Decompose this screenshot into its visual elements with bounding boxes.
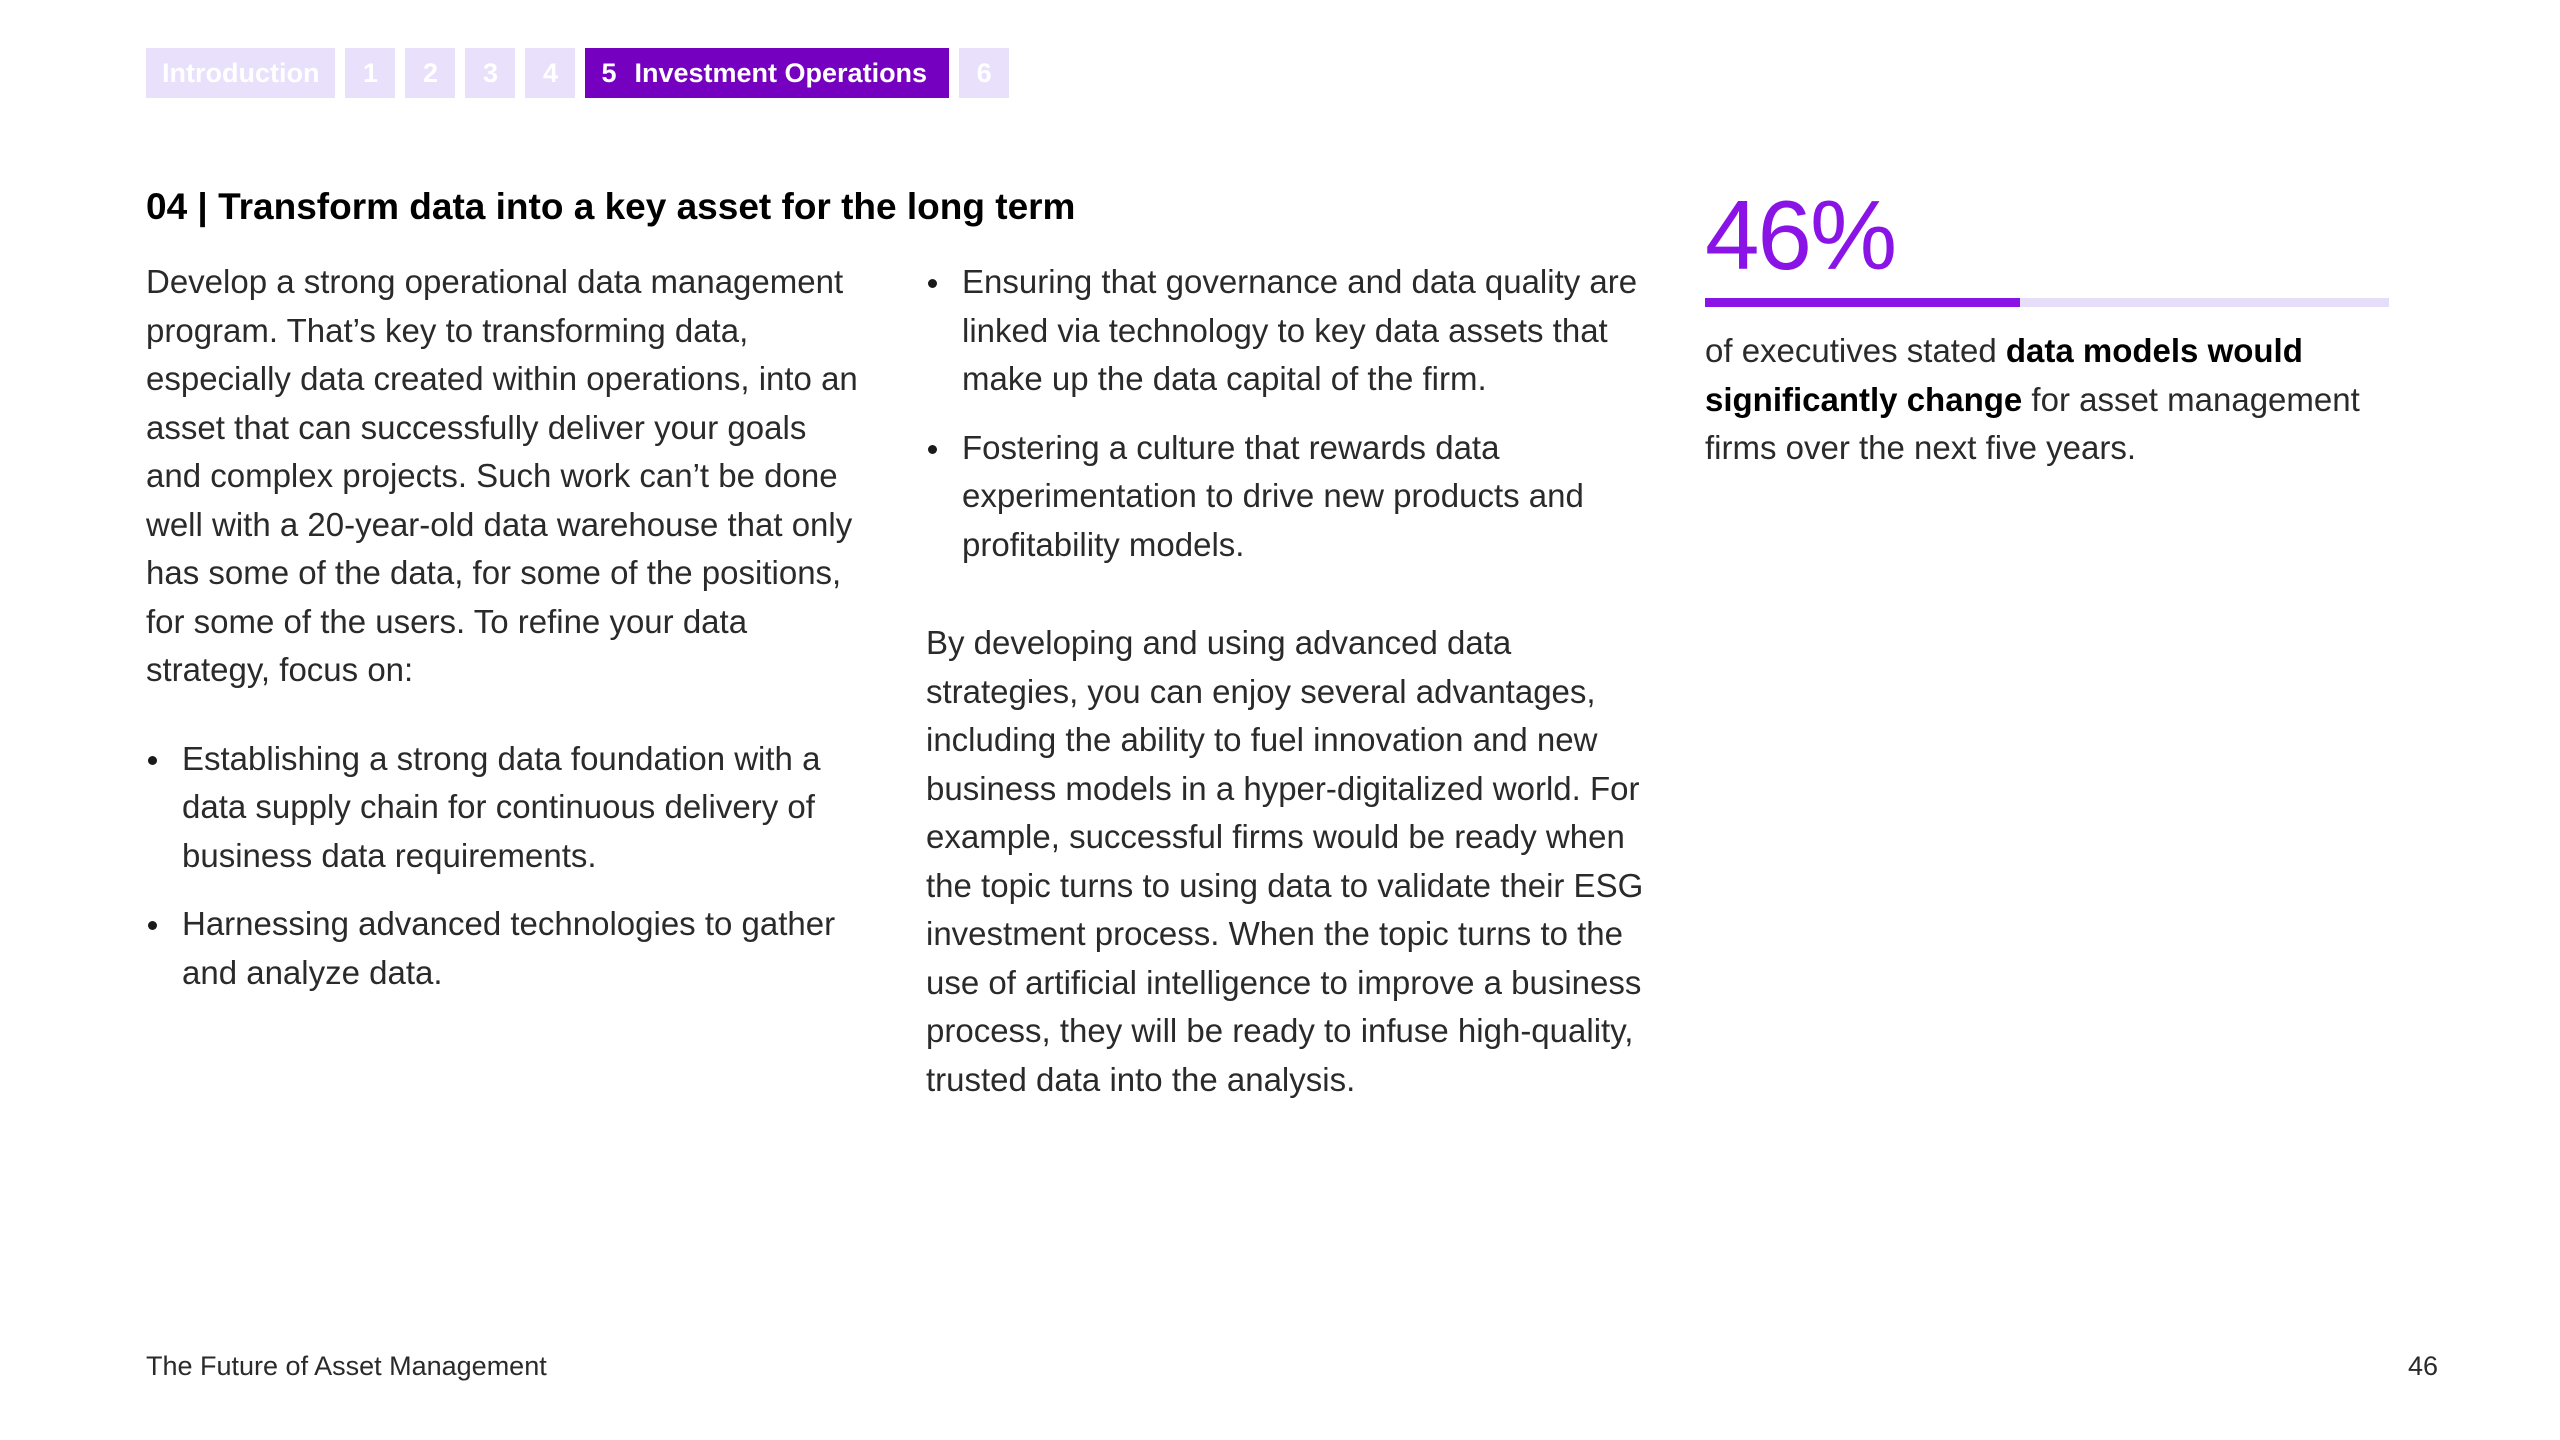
tab-2[interactable]: 2 (405, 48, 455, 98)
stat-caption-emphasis: data models would significantly change (1705, 332, 2303, 418)
stat-progress-fill (1705, 298, 2020, 307)
footer-title: The Future of Asset Management (146, 1351, 547, 1381)
closing-paragraph: By developing and using advanced data strategies, you can enjoy several advantages, including the ability to fuel innovation and new business models in a hyper-digitalized world. For example, successful firms would be ready when the topic turns to using data to validate their ESG investment process. When the topic turns to the use of artificial intelligence to improve a business process, they will be ready to infuse high-quality, trusted data into the analysis. (926, 624, 1644, 1098)
section-heading: 04 | Transform data into a key asset for the long term (146, 186, 1076, 227)
tab-4[interactable]: 4 (525, 48, 575, 98)
tab-6[interactable]: 6 (959, 48, 1009, 98)
stat-callout (1705, 180, 2395, 473)
intro-paragraph: Develop a strong operational data management program. That’s key to transforming data, especially data created within operations, into an asset that can successfully deliver your goals and complex projects. Such work can’t be done well with a 20-year-old data warehouse that only has some of the data, for some of the positions, for some of the users. To refine your data strategy, focus on: (146, 263, 858, 688)
section-nav (146, 48, 1009, 98)
tab-1[interactable]: 1 (345, 48, 395, 98)
stat-caption-pre: of executives stated (1705, 332, 2006, 369)
page-number: 46 (2407, 1351, 2438, 1381)
list-item: Establishing a strong data foundation with a data supply chain for continuous delivery of business data requirements. (146, 735, 866, 881)
stat-caption-post: for asset management firms over the next five years. (1705, 380, 2360, 466)
middle-column (926, 258, 1666, 1104)
tab-label: Investment Operations (634, 58, 928, 88)
list-item: Ensuring that governance and data quality are linked via technology to key data assets that make up the data capital of the firm. (926, 258, 1666, 404)
tab-investment-operations[interactable] (585, 48, 949, 98)
tab-number: 5 (601, 58, 617, 88)
stat-figure: 46% (1705, 180, 1896, 290)
tab-3[interactable]: 3 (465, 48, 515, 98)
list-item: Harnessing advanced technologies to gather and analyze data. (146, 900, 866, 997)
left-column (146, 258, 866, 1017)
list-item: Fostering a culture that rewards data experimentation to drive new products and profitability models. (926, 424, 1666, 570)
middle-bullet-list (926, 258, 1666, 569)
tab-introduction[interactable]: Introduction (146, 48, 335, 98)
stat-progress-bar (1705, 298, 2389, 307)
left-bullet-list (146, 735, 866, 998)
stat-caption (1705, 327, 2395, 473)
